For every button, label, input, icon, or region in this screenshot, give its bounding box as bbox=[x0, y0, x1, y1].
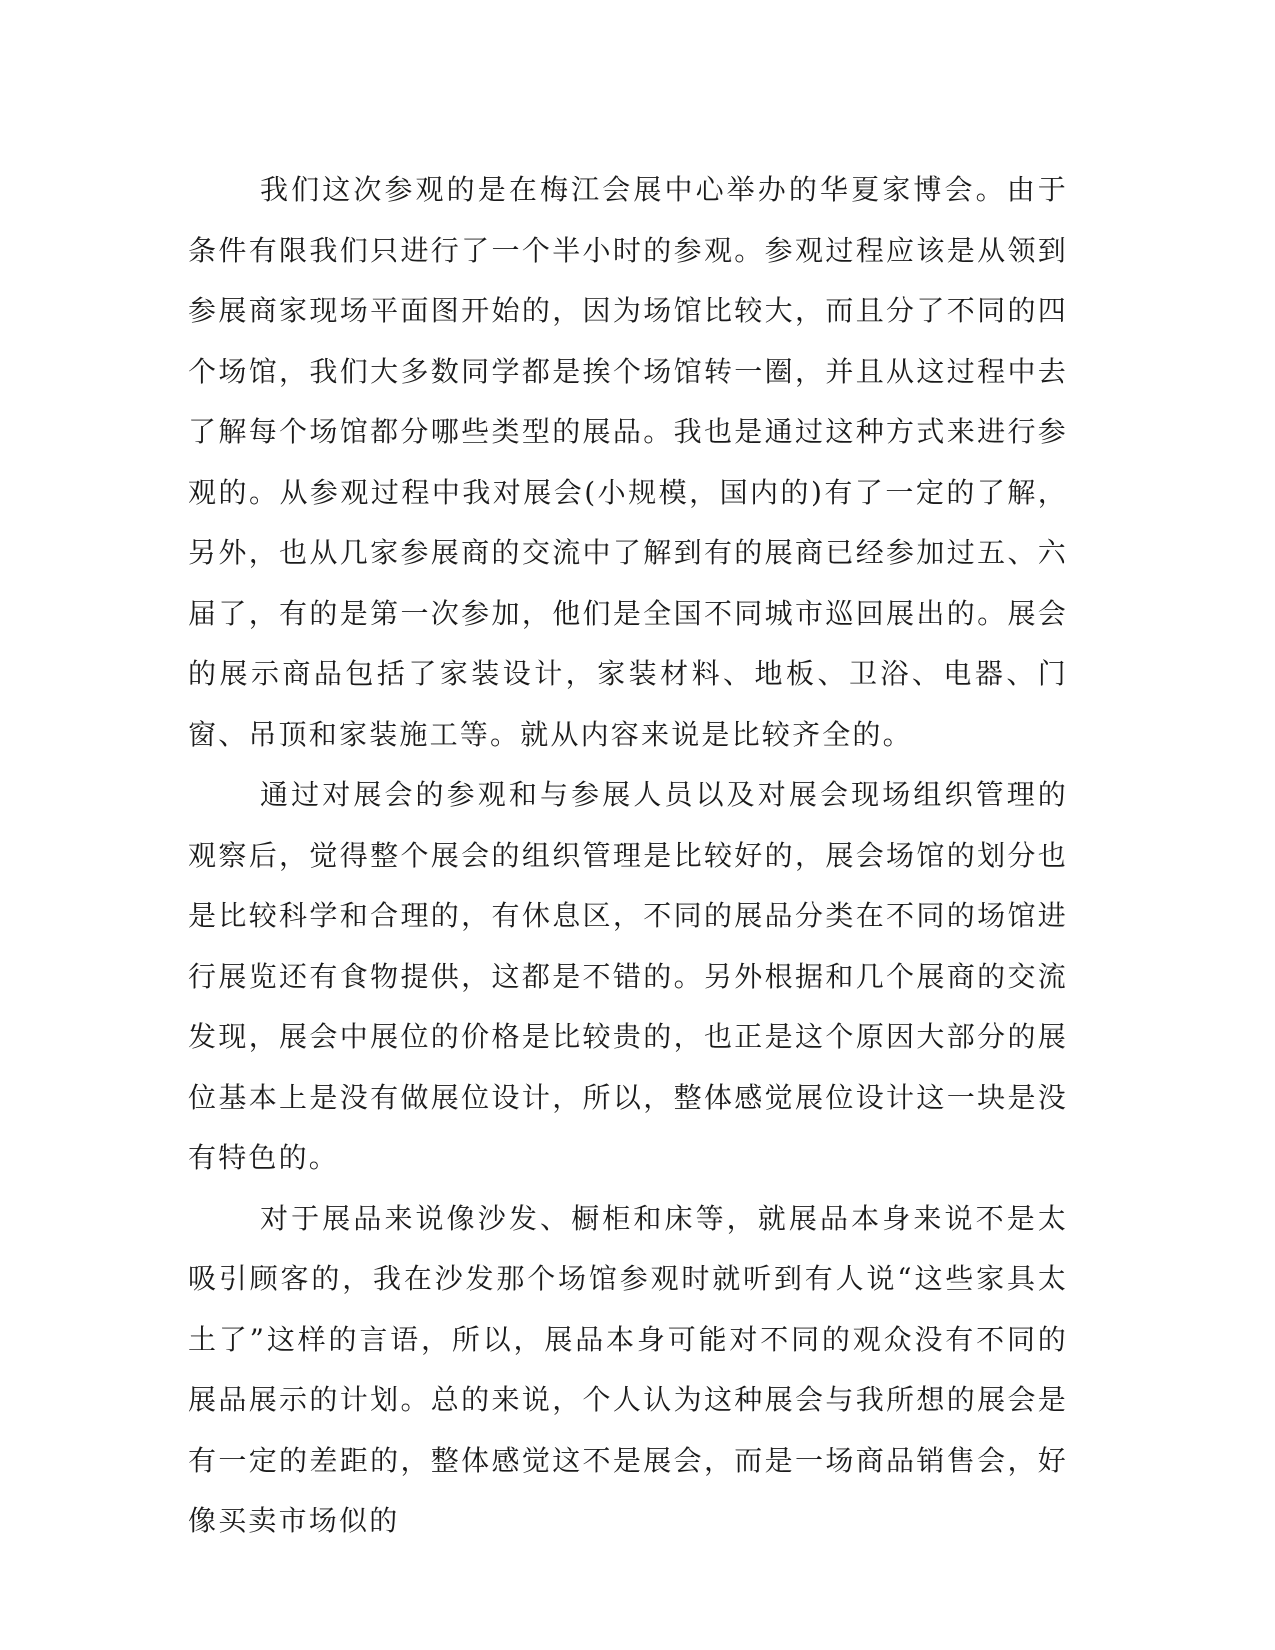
paragraph-1: 我们这次参观的是在梅江会展中心举办的华夏家博会。由于条件有限我们只进行了一个半小时的参观。参观过程应该是从领到参展商家现场平面图开始的，因为场馆比较大，而且分了不同的四个场馆，我们大多数同学都是挨个场馆转一圈，并且从这过程中去了解每个场馆都分哪些类型的展品。我也是通过这种方式来进行参观的。从参观过程中我对展会(小规模，国内的)有了一定的了解，另外，也从几家参展商的交流中了解到有的展商已经参加过五、六届了，有的是第一次参加，他们是全国不同城市巡回展出的。展会的展示商品包括了家装设计，家装材料、地板、卫浴、电器、门窗、吊顶和家装施工等。就从内容来说是比较齐全的。 bbox=[188, 173, 1068, 751]
document-body bbox=[188, 160, 1068, 1552]
paragraph-3: 对于展品来说像沙发、橱柜和床等，就展品本身来说不是太吸引顾客的，我在沙发那个场馆参观时就听到有人说“这些家具太土了”这样的言语，所以，展品本身可能对不同的观众没有不同的展品展示的计划。总的来说，个人认为这种展会与我所想的展会是有一定的差距的，整体感觉这不是展会，而是一场商品销售会，好像买卖市场似的 bbox=[188, 1201, 1068, 1537]
paragraph-2: 通过对展会的参观和与参展人员以及对展会现场组织管理的观察后，觉得整个展会的组织管理是比较好的，展会场馆的划分也是比较科学和合理的，有休息区，不同的展品分类在不同的场馆进行展览还有食物提供，这都是不错的。另外根据和几个展商的交流发现，展会中展位的价格是比较贵的，也正是这个原因大部分的展位基本上是没有做展位设计，所以，整体感觉展位设计这一块是没有特色的。 bbox=[188, 778, 1068, 1174]
